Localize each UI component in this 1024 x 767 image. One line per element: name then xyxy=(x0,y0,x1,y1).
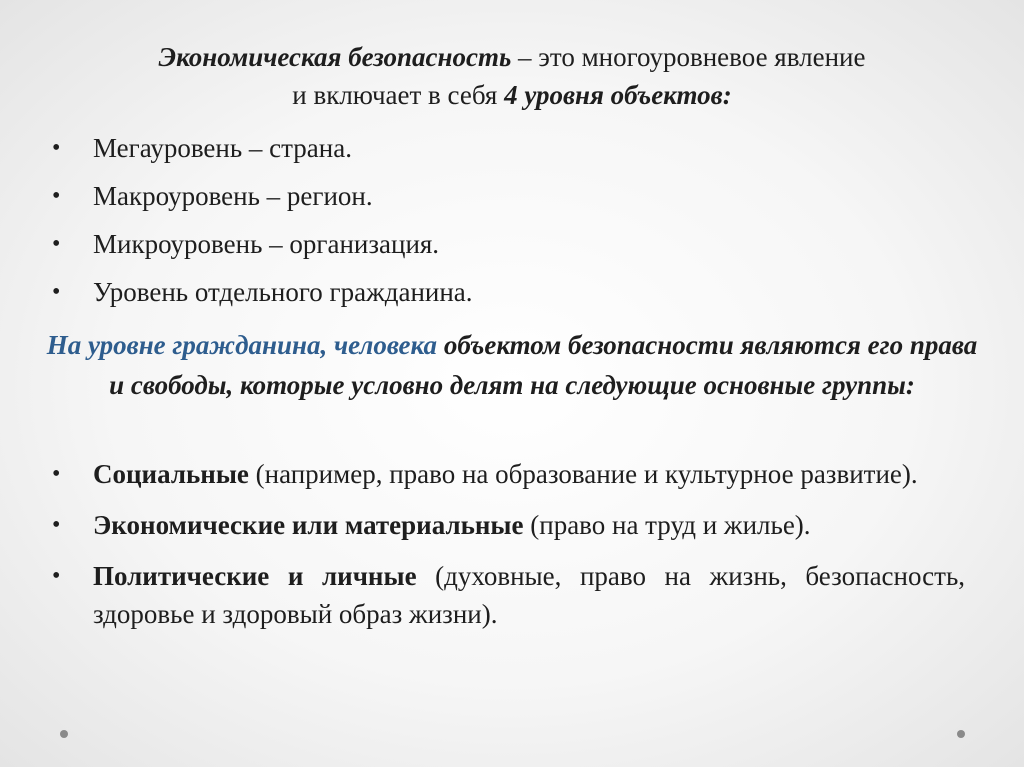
group-name: Социальные xyxy=(93,459,249,489)
bullet-icon: • xyxy=(52,231,61,257)
list-item xyxy=(52,506,965,544)
bullet-icon: • xyxy=(52,461,61,487)
corner-dot-right xyxy=(957,730,965,738)
intro-term: Экономическая безопасность xyxy=(158,42,512,72)
level-text: Мегауровень – страна. xyxy=(93,133,352,163)
lead-highlight: На уровне гражданина, человека xyxy=(46,330,438,360)
list-item xyxy=(52,455,965,493)
bullet-icon: • xyxy=(52,135,61,161)
level-text: Микроуровень – организация. xyxy=(93,229,440,259)
list-item xyxy=(52,557,965,633)
lead-text: объектом безопасности являются его права и свободы, которые условно делят на следующие основные группы: xyxy=(109,330,978,400)
intro-emphasis: 4 уровня объектов: xyxy=(504,80,732,110)
lead-paragraph xyxy=(40,325,984,405)
group-desc: (например, право на образование и культурное развитие). xyxy=(248,459,918,489)
intro-paragraph xyxy=(50,38,974,114)
level-text: Уровень отдельного гражданина. xyxy=(93,277,473,307)
list-item xyxy=(52,129,992,177)
group-name: Политические и личные xyxy=(93,561,417,591)
bullet-icon: • xyxy=(52,563,61,589)
list-item xyxy=(52,273,992,321)
list-item xyxy=(52,225,992,273)
level-text: Макроуровень – регион. xyxy=(93,181,373,211)
levels-list xyxy=(52,129,992,321)
group-name: Экономические или материальные xyxy=(93,510,524,540)
intro-text-2: и включает в себя xyxy=(292,80,505,110)
bullet-icon: • xyxy=(52,183,61,209)
bullet-icon: • xyxy=(52,279,61,305)
intro-text-1: – это многоуровневое явление xyxy=(511,42,866,72)
bullet-icon: • xyxy=(52,512,61,538)
group-desc: (право на труд и жилье). xyxy=(523,510,811,540)
corner-dot-left xyxy=(60,730,68,738)
groups-list xyxy=(52,455,965,646)
list-item xyxy=(52,177,992,225)
group-desc: (духовные, право на жизнь, безопасность, здоровье и здоровый образ жизни). xyxy=(93,561,966,629)
